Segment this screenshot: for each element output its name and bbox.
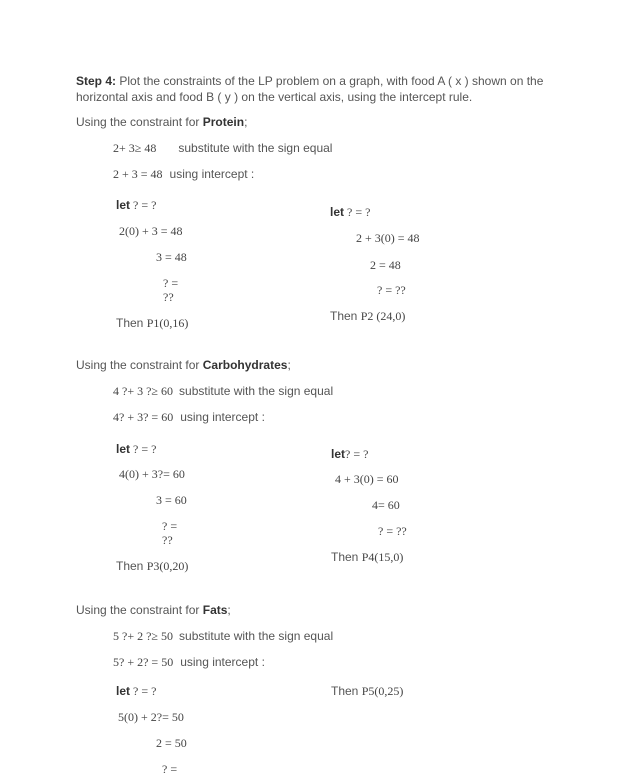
then-text: Then [116,316,147,330]
heading-suffix: ; [287,358,291,372]
heading-bold: Protein [202,115,245,129]
inequality-text: substitute with the sign equal [179,629,334,643]
inequality-math: 2+ 3≥ 48 [113,141,157,155]
inequality-math: 4 ?+ 3 ?≥ 60 [113,384,174,398]
then-text: Then [116,559,147,573]
fats-left-let [116,684,156,698]
heading-prefix: Using the constraint for [76,603,203,617]
point-p1: P1(0,16) [146,316,189,330]
fats-inequality [113,629,333,643]
step-label: Step 4: [76,74,117,88]
equation-math: 5? + 2? = 50 [113,655,174,669]
protein-equation [113,167,254,181]
protein-inequality [113,141,332,155]
fats-left-step1: 5(0) + 2?= 50 [118,710,184,724]
step-intro [76,73,556,105]
equation-math: 4? + 3? = 60 [113,410,174,424]
carbs-right-then [331,550,403,564]
protein-left-step3b: ?? [163,290,174,304]
protein-left-then [116,316,188,330]
step-text: Plot the constraints of the LP problem on a graph, with food A ( x ) shown on the horizontal axis and food B ( y ) on the vertical axis, using the intercept rule. [76,74,544,104]
heading-prefix: Using the constraint for [76,115,203,129]
let-bold: let [116,684,131,698]
equation-math: 2 + 3 = 48 [113,167,163,181]
carbs-left-step2: 3 = 60 [156,493,187,507]
fats-left-step3a: ? = [162,762,178,776]
protein-heading [76,115,247,129]
carbs-right-step1: 4 + 3(0) = 60 [335,472,399,486]
fats-left-step2: 2 = 50 [156,736,187,750]
carbs-left-step3a: ? = [162,519,178,533]
carbs-left-then [116,559,188,573]
inequality-math: 5 ?+ 2 ?≥ 50 [113,629,174,643]
let-rest: ? = ? [344,205,371,219]
inequality-text: substitute with the sign equal [178,141,333,155]
heading-suffix: ; [244,115,248,129]
carbs-left-step3b: ?? [162,533,173,547]
heading-suffix: ; [227,603,231,617]
equation-text: using intercept : [180,655,265,669]
let-rest: ? = ? [130,684,157,698]
protein-right-step1: 2 + 3(0) = 48 [356,231,420,245]
protein-left-step3a: ? = [163,276,179,290]
protein-left-step1: 2(0) + 3 = 48 [119,224,183,238]
fats-equation [113,655,265,669]
heading-bold: Carbohydrates [202,358,288,372]
inequality-text: substitute with the sign equal [179,384,334,398]
protein-left-let [116,198,156,212]
heading-bold: Fats [202,603,228,617]
protein-right-step2: 2 = 48 [370,258,401,272]
protein-right-then [330,309,405,323]
equation-text: using intercept : [180,410,265,424]
protein-right-step3: ? = ?? [377,283,406,297]
carbs-right-let [331,447,368,461]
equation-text: using intercept : [169,167,255,181]
point-p3: P3(0,20) [146,559,189,573]
protein-left-step2: 3 = 48 [156,250,187,264]
let-bold: let [330,205,345,219]
then-text: Then [331,684,362,698]
then-text: Then [331,550,362,564]
let-bold: let [116,198,131,212]
carbs-equation [113,410,265,424]
let-bold: let [331,447,346,461]
fats-right-then [331,684,403,698]
heading-prefix: Using the constraint for [76,358,203,372]
carbs-left-step1: 4(0) + 3?= 60 [119,467,185,481]
let-bold: let [116,442,131,456]
point-p4: P4(15,0) [361,550,404,564]
point-p2: P2 (24,0) [360,309,406,323]
carbs-right-step3: ? = ?? [378,524,407,538]
protein-right-let [330,205,370,219]
carbs-heading [76,358,291,372]
let-rest: ? = ? [345,447,369,461]
then-text: Then [330,309,361,323]
let-rest: ? = ? [130,442,157,456]
let-rest: ? = ? [130,198,157,212]
carbs-right-step2: 4= 60 [372,498,400,512]
carbs-left-let [116,442,156,456]
point-p5: P5(0,25) [361,684,404,698]
fats-heading [76,603,231,617]
carbs-inequality [113,384,333,398]
